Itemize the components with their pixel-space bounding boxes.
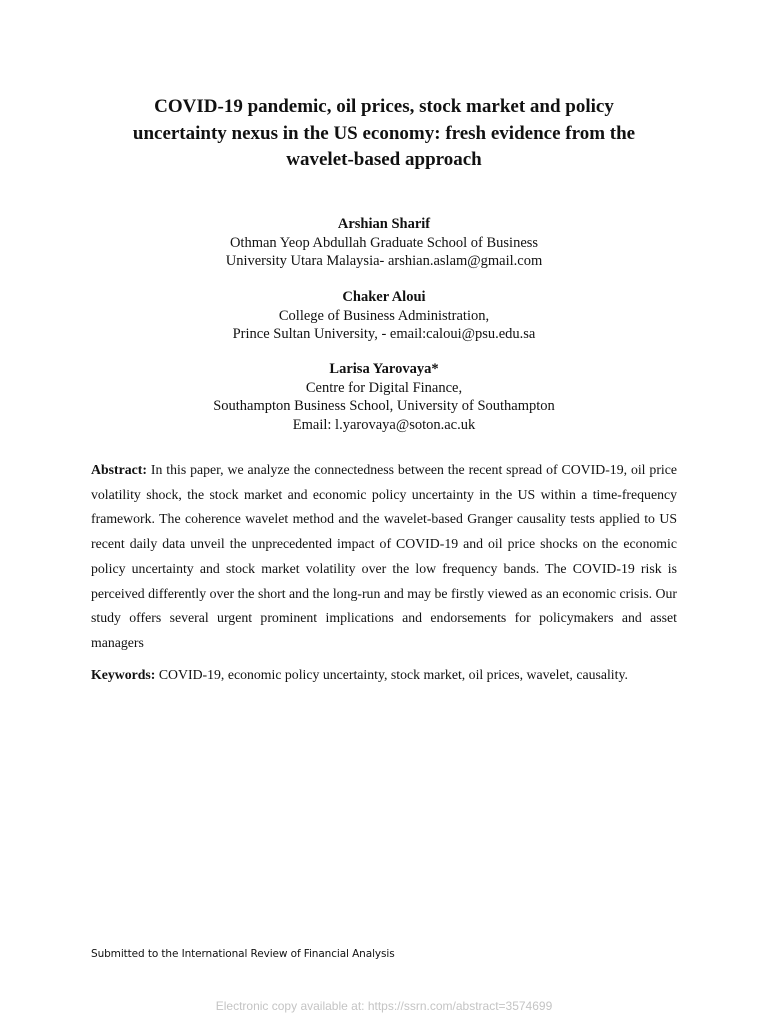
ssrn-footer: Electronic copy available at: https://ssrn.com/abstract=3574699: [215, 999, 553, 1013]
keywords-label: Keywords:: [91, 667, 156, 682]
author-affiliation: Centre for Digital Finance,: [305, 379, 463, 396]
paper-title: [100, 94, 668, 174]
abstract-text: In this paper, we analyze the connectedness between the recent spread of COVID-19, oil price volatility shock, the stock market and economic policy uncertainty in the US within a time-frequency framework. The coherence wavelet method and the wavelet-based Granger causality tests applied to US recent daily data unveil the unprecedented impact of COVID-19 and oil price shocks on the economic policy uncertainty and stock market volatility over the low frequency bands. The COVID-19 risk is perceived differently over the short and the long-run and may be firstly viewed as an economic crisis. Our study offers several urgent prominent implications and endorsements for policymakers and asset managers: [91, 462, 677, 650]
author-affiliation: College of Business Administration,: [278, 307, 490, 324]
title-line: uncertainty nexus in the US economy: fresh evidence from the: [132, 122, 636, 144]
author-affiliation: Prince Sultan University, - email:caloui@psu.edu.sa: [232, 326, 536, 342]
author-affiliation: Othman Yeop Abdullah Graduate School of Business: [229, 234, 539, 251]
keywords: [91, 665, 677, 685]
title-line: COVID-19 pandemic, oil prices, stock market and policy: [154, 96, 614, 117]
abstract-label: Abstract:: [91, 462, 147, 477]
author-name: Arshian Sharif: [337, 216, 431, 232]
author-block-yarovaya: [100, 360, 668, 434]
author-affiliation: Southampton Business School, University of Southampton: [213, 398, 555, 414]
submission-note: Submitted to the International Review of Financial Analysis: [91, 948, 395, 960]
abstract: [91, 458, 677, 656]
keywords-text: COVID-19, economic policy uncertainty, stock market, oil prices, wavelet, causality.: [155, 667, 628, 682]
author-affiliation: University Utara Malaysia- arshian.aslam@gmail.com: [225, 253, 543, 269]
author-email: Email: l.yarovaya@soton.ac.uk: [292, 416, 476, 433]
author-block-aloui: [100, 288, 668, 344]
title-line: wavelet-based approach: [286, 149, 482, 170]
author-name: Larisa Yarovaya*: [329, 361, 439, 377]
author-block-sharif: [100, 215, 668, 271]
author-name: Chaker Aloui: [342, 289, 426, 305]
